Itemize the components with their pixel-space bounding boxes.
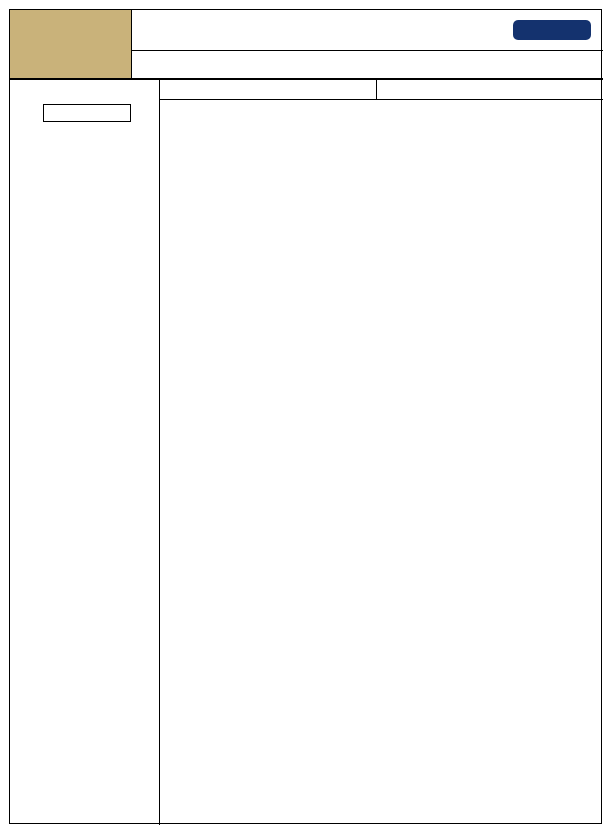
- stops-column-divider: [159, 80, 160, 825]
- column-headers: [160, 80, 603, 100]
- route-number-box: [10, 10, 132, 79]
- weekday-header: [160, 80, 376, 99]
- timetable-page: [9, 9, 602, 824]
- title-divider: [131, 50, 603, 51]
- stop-header: [43, 104, 131, 122]
- bus-badge: [513, 20, 591, 40]
- saturday-header: [376, 80, 603, 99]
